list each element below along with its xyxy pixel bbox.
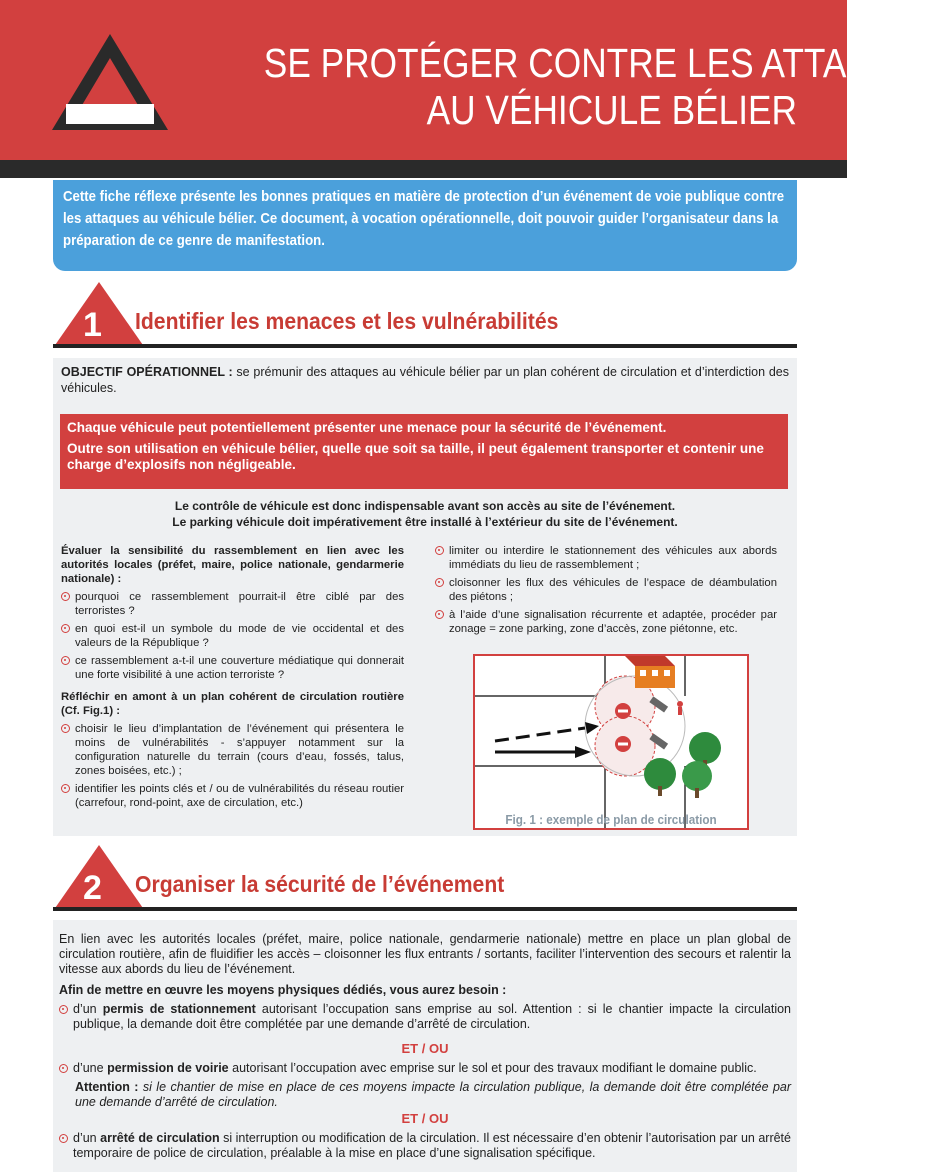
bullet-icon <box>435 546 444 555</box>
left-heading-2: Réfléchir en amont à un plan cohérent de circulation routière (Cf. Fig.1) : <box>61 691 404 717</box>
bullet-icon <box>435 610 444 619</box>
objective-label: OBJECTIF OPÉRATIONNEL : <box>61 365 233 379</box>
alert-line-1: Chaque véhicule peut potentiellement présenter une menace pour la sécurité de l’événement. <box>67 420 667 435</box>
bullet-text: à l’aide d’une signalisation récurrente et adaptée, procéder par zonage = zone parking, zone d’accès, zone piétonne, etc. <box>449 609 777 635</box>
title-line-1: SE PROTÉGER CONTRE LES ATTAQUES <box>263 40 946 86</box>
control-line-2: Le parking véhicule doit impérativement être installé à l’extérieur du site de l’événement. <box>172 515 678 529</box>
means-heading: Afin de mettre en œuvre les moyens physiques dédiés, vous aurez besoin : <box>59 983 507 997</box>
intro-box <box>53 180 797 271</box>
left-column <box>61 544 404 814</box>
header-divider <box>0 160 847 178</box>
logo-text: VIGIPIRATE <box>78 108 140 120</box>
list-item <box>435 576 777 604</box>
section-2-header <box>53 845 797 915</box>
section-2-title: Organiser la sécurité de l’événement <box>135 871 505 897</box>
section-2-number: 2 <box>83 869 102 907</box>
control-line-1: Le contrôle de véhicule est donc indispensable avant son accès au site de l’événement. <box>174 499 676 513</box>
means-item-1 <box>53 1002 797 1032</box>
et-ou-2: ET / OU <box>401 1111 449 1126</box>
list-item <box>61 622 404 650</box>
item-2-rest: autorisant l’occupation avec emprise sur le sol et pour des travaux modifiant le domaine public. <box>228 1061 757 1075</box>
alert-line-2: Outre son utilisation en véhicule bélier, quelle que soit sa taille, il peut également transporter et contenir une charge d’explosifs non négligeable. <box>67 441 764 472</box>
list-item <box>435 544 777 572</box>
list-item <box>61 782 404 810</box>
bullet-icon <box>61 784 70 793</box>
attention-text: si le chantier de mise en place de ces moyens impacte la circulation publique, la demande doit être complétée par une demande d’arrêté de circulation. <box>75 1080 792 1109</box>
means-item-2 <box>53 1061 797 1076</box>
bullet-text: cloisonner les flux des véhicules de l’espace de déambulation des piétons ; <box>449 577 777 603</box>
section-1-title: Identifier les menaces et les vulnérabilités <box>135 308 559 334</box>
circulation-plan-figure <box>473 654 749 830</box>
bullet-text: ce rassemblement a-t-il une couverture médiatique qui donnerait une forte visibilité à une action terroriste ? <box>75 655 404 681</box>
attention-note <box>53 1080 797 1110</box>
item-1-pre: d’un <box>73 1002 103 1016</box>
item-2-pre: d’une <box>73 1061 108 1075</box>
section-2-intro: En lien avec les autorités locales (préfet, maire, police nationale, gendarmerie nationale) mettre en place un plan global de circulation routière, afin de fluidifier les accès – cloisonner les flux entrants / sortants, faciliter l’intervention des secours et ralentir la vitesse aux abords du lieu de l’événement. <box>59 932 791 976</box>
section-1-header <box>53 282 797 352</box>
bullet-text: limiter ou interdire le stationnement des véhicules aux abords immédiats du lieu de rassemblement ; <box>449 545 777 571</box>
item-3-bold: arrêté de circulation <box>100 1131 220 1145</box>
left-heading-1: Évaluer la sensibilité du rassemblement en lien avec les autorités locales (préfet, maire, police nationale, gendarmerie nationale) : <box>61 545 404 585</box>
bullet-icon <box>61 592 70 601</box>
list-item <box>61 722 404 778</box>
bullet-icon <box>61 724 70 733</box>
bullet-icon <box>59 1064 68 1073</box>
item-3-pre: d’un <box>73 1131 101 1145</box>
bullet-icon <box>59 1005 68 1014</box>
right-column <box>435 544 777 640</box>
bullet-icon <box>59 1134 68 1143</box>
section-1-rule <box>53 344 797 348</box>
title-line-2: AU VÉHICULE BÉLIER <box>426 87 797 133</box>
intro-text: Cette fiche réflexe présente les bonnes pratiques en matière de protection d’un événement de voie publique contre les attaques au véhicule bélier. Ce document, à vocation opérationnelle, doit pouvoir guider l’organisateur dans la préparation de ce genre de manifestation. <box>63 188 785 249</box>
objective <box>61 364 789 396</box>
figure-caption: Fig. 1 : exemple de plan de circulation <box>505 812 717 827</box>
bullet-text: pourquoi ce rassemblement pourrait-il être ciblé par des terroristes ? <box>75 591 404 617</box>
list-item <box>435 608 777 636</box>
item-2-bold: permission de voirie <box>107 1061 229 1075</box>
list-item <box>61 590 404 618</box>
circulation-plan-illustration <box>475 656 747 828</box>
bullet-text: choisir le lieu d’implantation de l’événement qui présentera le moins de vulnérabilités - s’appuyer notamment sur la configuration naturelle du terrain (cours d’eau, fossés, talus, zones boisées, etc.) ; <box>75 723 404 777</box>
header-banner <box>0 0 946 160</box>
bullet-text: identifier les points clés et / ou de vulnérabilités du réseau routier (carrefour, rond-point, axe de circulation, etc.) <box>75 783 404 809</box>
item-1-bold: permis de stationnement <box>102 1002 256 1016</box>
item-1-rest: autorisant l’occupation sans emprise au sol. Attention : si le chantier impacte la circulation publique, la demande doit être complétée par une demande d’arrêté de circulation. <box>73 1002 792 1031</box>
objective-text: se prémunir des attaques au véhicule bélier par un plan cohérent de circulation et d’interdiction des véhicules. <box>61 365 789 395</box>
page-title <box>263 40 946 134</box>
section-1-number: 1 <box>83 306 102 344</box>
list-item <box>61 654 404 682</box>
et-ou-1: ET / OU <box>401 1041 449 1056</box>
bullet-icon <box>61 624 70 633</box>
bullet-icon <box>435 578 444 587</box>
means-item-3 <box>53 1131 797 1161</box>
section-2-rule <box>53 907 797 911</box>
bullet-text: en quoi est-il un symbole du mode de vie occidental et des valeurs de la République ? <box>75 623 404 649</box>
alert-box <box>60 414 788 489</box>
bullet-icon <box>61 656 70 665</box>
item-3-rest: si interruption ou modification de la circulation. Il est nécessaire d’en obtenir l’autorisation par un arrêté temporaire de police de circulation, préalable à la mise en place d’une signalisation spécifique. <box>73 1131 791 1160</box>
attention-label: Attention : <box>75 1080 139 1094</box>
